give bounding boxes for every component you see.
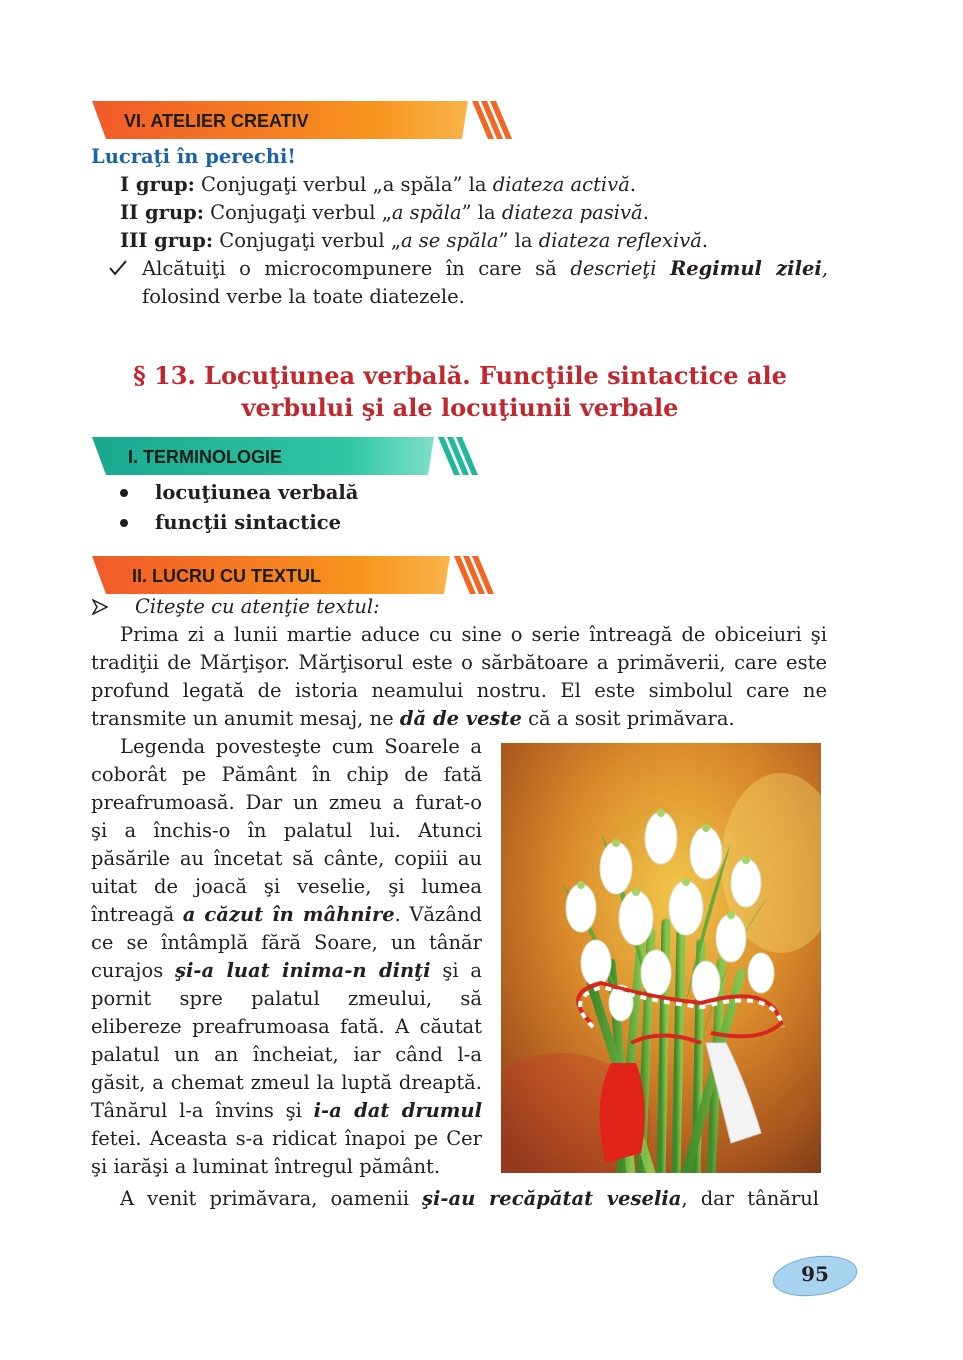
paragraph-1-line-2: tradiţii de Mărţişor. Mărţisorul este o sărbătoare a primăverii, care este — [91, 651, 827, 674]
task-group-2: II grup: Conjugaţi verbul „a spăla” la diateza pasivă. — [120, 201, 649, 224]
atelier-creativ-banner — [92, 101, 512, 139]
banner-label: I. TERMINOLOGIE — [128, 447, 283, 467]
bullet-icon — [120, 489, 128, 497]
paragraph-2-line-16: şi iarăşi a luminat întregul pământ. — [91, 1155, 441, 1178]
paragraph-1-line-3: profund legată de istoria neamului nostru. El este simbolul care ne — [91, 679, 827, 702]
term-item-1: locuţiunea verbală — [155, 481, 359, 504]
banner-label: II. LUCRU CU TEXTUL — [132, 566, 321, 586]
paragraph-2-line-9: curajos şi-a luat inima-n dinţi şi a — [91, 959, 483, 982]
page-number-badge — [770, 1252, 860, 1300]
checkmark-icon — [108, 258, 128, 278]
page-number: 95 — [801, 1262, 829, 1286]
paragraph-2-line-7: întreagă a căzut în mâhnire. Văzând — [91, 903, 482, 926]
paragraph-2-line-2: coborât pe Pământ în chip de fată — [91, 763, 482, 786]
paragraph-2-line-4: şi a închis-o în palatul lui. Atunci — [91, 819, 482, 842]
paragraph-2-line-13: găsit, a chemat zmeul la luptă dreaptă. — [91, 1071, 482, 1094]
bullet-icon — [120, 519, 128, 527]
microcompunere-task-line1: Alcătuiţi o microcompunere în care să descrieţi Regimul zilei, — [142, 257, 828, 280]
snowdrops-martisor-photo — [501, 743, 821, 1173]
arrowhead-bullet-icon — [92, 599, 108, 615]
lesson-title-line1: § 13. Locuţiunea verbală. Funcţiile sintactice ale — [133, 361, 787, 390]
banner-label: VI. ATELIER CREATIV — [124, 111, 309, 131]
terminologie-banner — [92, 437, 478, 475]
paragraph-2-line-5: păsările au încetat să cânte, copiii au — [91, 847, 482, 870]
paragraph-2-line-8: ce se întâmplă fără Soare, un tânăr — [91, 931, 482, 954]
paragraph-2-line-11: elibereze preafrumoasa fată. A căutat — [91, 1015, 482, 1038]
microcompunere-task-line2: folosind verbe la toate diatezele. — [142, 285, 465, 308]
paragraph-1-line-4: transmite un anumit mesaj, ne dă de veste că a sosit primăvara. — [91, 707, 735, 730]
paragraph-2-line-14: Tânărul l-a învins şi i-a dat drumul — [91, 1099, 482, 1122]
paragraph-3-line-1: A venit primăvara, oamenii şi-au recăpătat veselia, dar tânărul — [120, 1187, 819, 1210]
paragraph-1-line-1: Prima zi a lunii martie aduce cu sine o serie întreagă de obiceiuri şi — [120, 623, 827, 646]
task-group-1: I grup: Conjugaţi verbul „a spăla” la diateza activă. — [120, 173, 637, 196]
task-group-3: III grup: Conjugaţi verbul „a se spăla” la diateza reflexivă. — [120, 229, 709, 252]
paragraph-2-line-10: pornit spre palatul zmeului, să — [91, 987, 482, 1010]
paragraph-2-line-3: preafrumoasă. Dar un zmeu a furat-o — [91, 791, 482, 814]
work-in-pairs-heading: Lucraţi în perechi! — [91, 145, 296, 168]
lucru-cu-textul-banner — [92, 556, 494, 594]
paragraph-2-line-15: fetei. Aceasta s-a ridicat înapoi pe Cer — [91, 1127, 482, 1150]
read-instruction: Citeşte cu atenţie textul: — [135, 595, 380, 618]
paragraph-2-line-12: palatul un an încheiat, iar când l-a — [91, 1043, 482, 1066]
paragraph-2-line-6: uitat de joacă şi veselie, şi lumea — [91, 875, 482, 898]
paragraph-2-line-1: Legenda povesteşte cum Soarele a — [120, 735, 482, 758]
lesson-title-line2: verbului şi ale locuţiunii verbale — [241, 393, 679, 422]
term-item-2: funcţii sintactice — [155, 511, 342, 534]
